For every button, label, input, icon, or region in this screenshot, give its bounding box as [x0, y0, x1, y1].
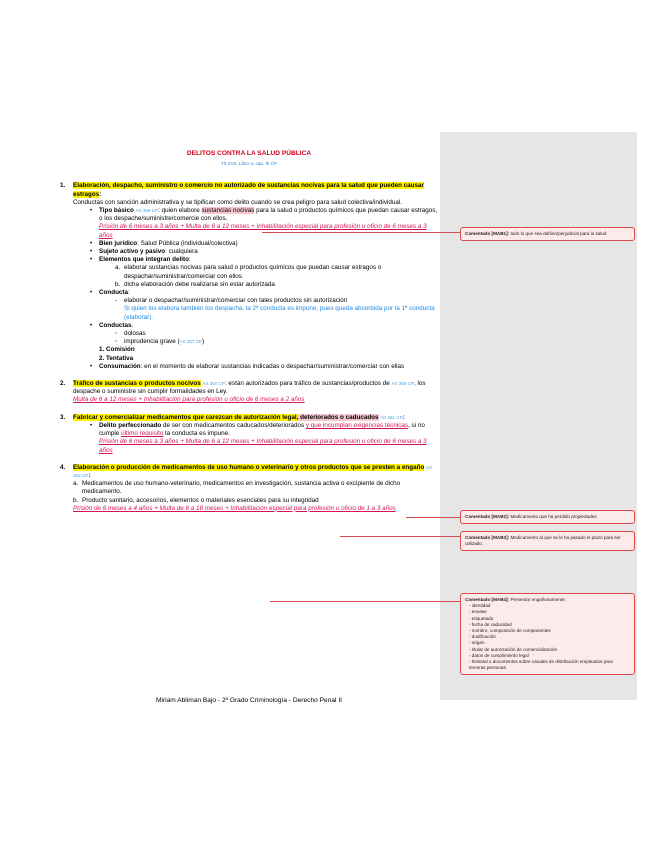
term-label: Bien jurídico — [99, 239, 138, 247]
term-label: Conducta — [99, 289, 129, 297]
text-run: Producto sanitario, accesorios, elementos o materiales esenciales para su integridad — [82, 496, 319, 504]
list-item: a. elaborar sustancias nocivas para salud o productos químicos que puedan causar estragos o despachar/suministrar/comerciar con ellos — [115, 264, 382, 280]
comment-text: Medicamento al que se le ha pasado el plazo para ser utilizado. — [465, 535, 621, 547]
list-item: a. Medicamentos de uso humano-veterinario, medicamentos en investigación, sustancia activa o excipiente de dicho medicamento. — [73, 480, 401, 496]
list-item — [115, 338, 438, 346]
comment-text: Presentar engañosamente: — [510, 597, 566, 602]
list-item: 2. Tentativa — [99, 354, 134, 362]
text-run: elaborar o despachar/suministrar/comerciar con tales productos sin autorización — [124, 297, 348, 305]
section-title: Elaboración o producción de medicamentos de uso humano o veterinario y otros productos que se presten a engaño — [73, 463, 425, 471]
section-title: Fabricar y comercializar medicamentos que carezcan de autorización legal — [73, 413, 297, 421]
text-run: dicha elaboración debe realizarse sin estar autorizada — [124, 280, 275, 288]
comment-connector — [406, 517, 460, 518]
comment-author: Comentado [MAB3]: — [465, 535, 510, 540]
text-run: , los despache o suministre sin cumplir formalidades en Ley. — [73, 380, 426, 396]
section-bullets — [60, 422, 438, 455]
comment-balloon[interactable] — [460, 510, 635, 524]
term-label: Elementos que integran delito — [99, 256, 189, 264]
comment-author: Comentado [MAB1]: — [465, 231, 510, 236]
page-footer: Miriam Abliman Bajo - 2º Grado Criminología - Derecho Penal II — [155, 697, 342, 704]
text-run: de ser con medicamentos caducados/deteriorados — [161, 421, 306, 429]
text-run: ) — [202, 338, 205, 346]
section-3 — [60, 414, 438, 455]
comment-author: Comentado [MAB4]: — [465, 597, 510, 602]
list-item: b. Producto sanitario, accesorios, elementos o materiales esenciales para su integridad — [73, 496, 319, 504]
page-title: DELITOS CONTRA LA SALUD PÚBLICA — [186, 150, 312, 157]
list-item: - fecha de caducidad — [469, 621, 512, 627]
list-item — [90, 422, 438, 455]
text-run: último requisito — [121, 430, 164, 438]
document-body — [60, 150, 438, 522]
list-item: 1. Comisión — [99, 346, 135, 354]
sub-list — [99, 330, 438, 346]
text-run: elaborar sustancias nocivas para salud o productos químicos que puedan causar estragos o despachar/suministrar/comerciar con ellos — [124, 264, 382, 280]
sub-list — [99, 297, 438, 322]
list-item: - etiquetado — [469, 615, 494, 621]
section-list — [60, 480, 438, 505]
section-number: 2. — [60, 380, 66, 388]
list-item — [90, 248, 438, 256]
article-reference: Art 359 CP — [135, 208, 159, 214]
penalty-text: Prisión de 6 meses a 4 años + Multa de 6 a 18 meses + Inhabilitación especial para profesión u oficio de 1 a 3 años — [73, 504, 396, 512]
section-heading: 4. Elaboración o producción de medicamentos de uso humano o veterinario y otros productos que se presten a engaño Art 362 CP: — [60, 463, 432, 479]
comment-text: todo lo que sea dañino/perjudicial para la salud — [510, 231, 607, 236]
page-subtitle: Tít XVII, Libro II, cap. III CP — [221, 161, 277, 167]
section-2 — [60, 380, 438, 405]
text-run: : en el momento de elaborar sustancias indicadas o despachar/suministrar/comerciar con ellas — [140, 362, 405, 370]
commented-text[interactable]: , deteriorados o caducados — [296, 413, 379, 421]
comment-connector — [340, 536, 460, 537]
section-intro: Conductas con sanción administrativa y se tipifican como delito cuando se crea peligro para salud colectiva/individual. — [73, 198, 403, 206]
section-4 — [60, 464, 438, 513]
section-title: Tráfico de sustancias o productos nocivos — [73, 380, 201, 388]
text-run: , si no cumple — [99, 421, 425, 438]
list-item — [90, 363, 438, 371]
term-label: Delito perfeccionado — [99, 421, 162, 429]
list-item: • Conducta: - elaborar o despachar/suministrar/comerciar con tales productos sin autorización Si quien los elabora también los despacha, la 2ª conducta es impune, pues queda absorbida por la 1ª conducta (elaborar). — [90, 289, 438, 322]
list-item: - envase — [469, 609, 487, 615]
text-run: : quien elabore — [158, 207, 202, 215]
sub-list — [99, 264, 438, 289]
article-reference: Art 360 CP — [202, 381, 225, 387]
comment-connector — [262, 232, 460, 233]
list-item: - origen — [469, 640, 485, 646]
list-item: - dosificación — [469, 634, 496, 640]
comment-list — [465, 603, 630, 671]
commented-text[interactable]: sustancias nocivas — [201, 207, 255, 215]
list-item: - historial o documentos sobre canales de distribución empleados para terceras personas. — [469, 659, 613, 671]
section-title: Elaboración, despacho, suministro o comercio no autorizado de sustancias nocivas para la salud que pueden causar estragos — [73, 182, 424, 198]
list-item — [90, 207, 438, 240]
comment-connector — [270, 601, 460, 602]
comment-text: Medicamento que ha perdido propiedades — [510, 514, 597, 519]
comment-balloon[interactable] — [460, 531, 635, 551]
section-1 — [60, 182, 438, 371]
list-item: · dolosas — [115, 330, 438, 338]
section-number: 3. — [60, 413, 66, 421]
section-heading — [60, 380, 438, 396]
list-item — [90, 240, 438, 248]
text-run: : están autorizados para tráfico de sustancias/productos de — [224, 380, 392, 388]
penalty-text: Multa de 6 a 12 meses + Inhabilitación para profesión u oficio de 6 meses a 2 años — [73, 396, 305, 404]
text-run: para la salud o productos químicos que puedan causar estragos, o los despache/suministre/comercie con ellos. — [99, 207, 438, 223]
section-heading: 1. Elaboración, despacho, suministro o comercio no autorizado de sustancias nocivas para la salud que pueden causar estragos: — [60, 182, 424, 198]
section-number: 1. — [60, 182, 66, 190]
text-run: Medicamentos de uso humano-veterinario, medicamentos en investigación, sustancia activa o excipiente de dicho medicamento. — [82, 480, 401, 496]
term-label: Tipo básico — [99, 207, 134, 215]
list-item: - datos de cumplimiento legal — [469, 652, 529, 658]
comment-author: Comentado [MAB2]: — [465, 514, 510, 519]
text-run: imprudencia grave ( — [124, 338, 180, 346]
term-label: Conductas — [99, 321, 132, 329]
article-reference: Art 367 CP — [179, 339, 203, 345]
section-heading: 3. Fabricar y comercializar medicamentos que carezcan de autorización legal, deteriorados o caducados Art 361 CP: — [60, 413, 405, 421]
article-reference: Art 362 CP — [73, 464, 432, 478]
text-run: : Salud Pública (individual/colectiva) — [137, 239, 238, 247]
penalty-text: Prisión de 6 meses a 3 años + Multa de 6 a 12 meses + Inhabilitación especial para profesión u oficio de 6 meses a 3 años — [99, 223, 427, 239]
list-item: • Conductas: · dolosas · imprudencia grave (Art 367 CP) — [90, 322, 438, 347]
term-label: Consumación — [99, 362, 141, 370]
list-item: - identidad — [469, 603, 491, 609]
article-reference: Art 361 CP — [380, 414, 403, 420]
article-reference: Art 359 CP — [391, 381, 415, 387]
comment-balloon[interactable] — [460, 593, 635, 675]
list-item: b. dicha elaboración debe realizarse sin estar autorizada — [115, 280, 275, 288]
penalty-text: Prisión de 6 meses a 3 años + Multa de 6 a 12 meses + Inhabilitación especial para profesión u oficio de 6 meses a 3 años — [99, 438, 427, 454]
list-item: - titular de autorización de comercialización — [469, 646, 558, 652]
text-run: : cualquiera — [165, 248, 198, 256]
comment-balloon[interactable] — [460, 227, 635, 241]
term-label: Sujeto activo y pasivo — [99, 248, 166, 256]
note-text: Si quien los elabora también los despacha, la 2ª conducta es impune, pues queda absorbida por la 1ª conducta (elaborar). — [124, 305, 435, 321]
list-item: • Elementos que integran delito: a. elaborar sustancias nocivas para salud o productos químicos que puedan causar estragos o despachar/suministrar/comerciar con ellos b. dicha elaboración debe realizarse sin estar autorizada — [90, 256, 438, 289]
list-item: - nombre, composición de componentes — [469, 628, 551, 634]
section-number: 4. — [60, 463, 66, 471]
text-run: y que incumplan exigencias técnicas — [305, 421, 409, 429]
list-item — [115, 297, 438, 322]
text-run: la conducta es impune. — [163, 430, 230, 438]
